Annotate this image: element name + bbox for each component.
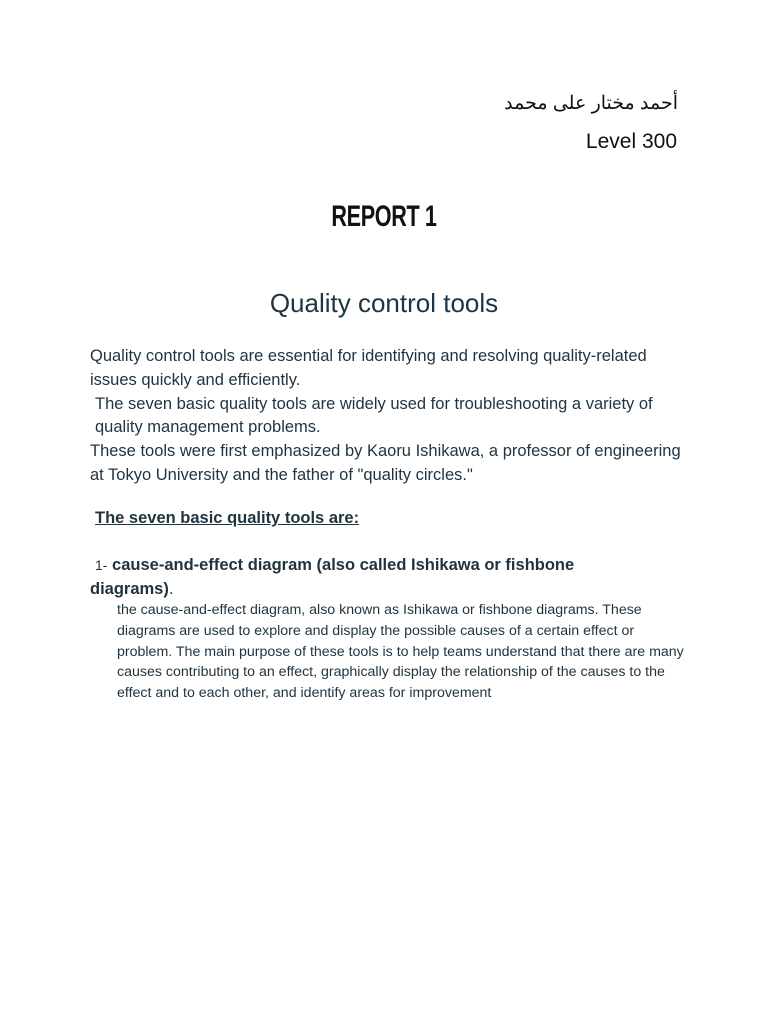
list-item-trail: . [168,580,174,598]
author-name: أحمد مختار على محمد [504,93,678,114]
intro-section [90,345,690,488]
report-title: REPORT 1 [331,200,437,233]
list-item-number: 1- [95,557,108,573]
section-heading: The seven basic quality tools are: [95,509,360,527]
student-level: Level 300 [585,130,677,153]
list-item-heading [90,553,650,601]
intro-paragraph-2: The seven basic quality tools are widely used for troubleshooting a variety of quality management problems. [95,394,653,437]
list-item-body: the cause-and-effect diagram, also known as Ishikawa or fishbone diagrams. These diagrams are used to explore and display the possible causes of a certain effect or problem. The main purpose of these tools is to help teams understand that there are many causes contributing to an effect, graphically display the relationship of the causes to the effect and to each other, and identify areas for improvement [117,602,684,702]
document-title: Quality control tools [269,288,499,318]
intro-paragraph-1: Quality control tools are essential for identifying and resolving quality-related issues quickly and efficiently. [90,347,647,389]
intro-paragraph-3: These tools were first emphasized by Kaoru Ishikawa, a professor of engineering at Tokyo University and the father of "quality circles." [90,442,681,484]
list-item-title: cause-and-effect diagram (also called Ishikawa or fishbone diagrams) [90,556,575,598]
